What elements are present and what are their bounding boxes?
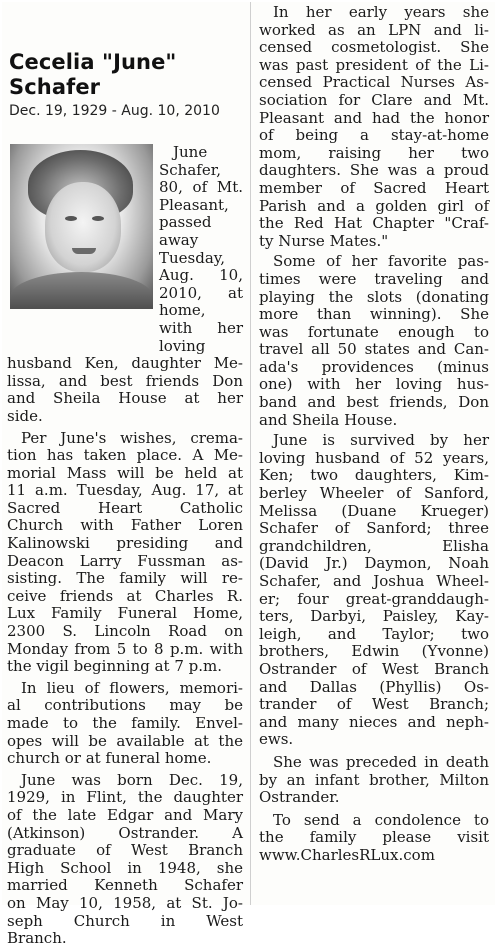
text-line: of the late Edgar and Mary <box>7 805 243 824</box>
text-line: ty Nurse Mates." <box>259 231 389 250</box>
text-line: Schafer, <box>159 160 221 179</box>
text-line: times were traveling and <box>259 269 489 288</box>
text-line: loving husband of 52 years, <box>259 448 489 467</box>
text-line: 80, of Mt. <box>159 178 243 197</box>
text-line: June was born Dec. 19, <box>21 770 243 789</box>
paragraph-intro-end <box>7 355 243 425</box>
text-line: ews. <box>259 730 294 749</box>
text-line: and Dallas (Phyllis) Os- <box>259 677 489 696</box>
text-line: er; four great-granddaugh- <box>259 589 489 608</box>
paragraph-biography <box>7 772 243 948</box>
text-line: High School in 1948, she <box>7 858 243 877</box>
obituary-title <box>9 50 244 100</box>
text-line: Deacon Larry Fussman as- <box>7 551 243 570</box>
text-line: Lux Family Funeral Home, <box>7 604 243 623</box>
text-line: loving <box>159 336 206 355</box>
text-line: church or at funeral home. <box>7 749 212 768</box>
column-divider <box>250 2 251 905</box>
text-line: Pleasant, <box>159 195 229 214</box>
text-line: She was preceded in death <box>273 752 489 771</box>
text-line: the Red Hat Chapter "Craf- <box>259 214 489 233</box>
text-line: sociation for Clare and Mt. <box>259 90 489 109</box>
text-line: Ken; two daughters, Kim- <box>259 466 489 485</box>
text-line: ceive friends at Charles R. <box>7 586 243 605</box>
text-line: home, <box>159 301 206 320</box>
text-line: 2010, at <box>159 283 243 302</box>
text-line: with her <box>159 318 243 337</box>
text-line: 1929, in Flint, the daughter <box>7 788 243 807</box>
text-line: al contributions may be <box>7 696 243 715</box>
text-line: travel all 50 states and Can- <box>259 340 489 359</box>
text-line: daughters. She was a proud <box>259 161 489 180</box>
text-line: husband Ken, daughter Me- <box>7 354 243 373</box>
obituary-clipping <box>2 2 495 948</box>
text-line: seph Church in West <box>7 911 243 930</box>
text-line: Some of her favorite pas- <box>273 252 489 271</box>
paragraph-services <box>7 430 243 676</box>
text-line: censed Practical Nurses As- <box>259 73 489 92</box>
text-line: June <box>173 143 208 161</box>
text-line: one) with her loving hus- <box>259 375 489 394</box>
text-line: was past president of the Li- <box>259 55 489 74</box>
text-line: ada's providences (minus <box>259 357 489 376</box>
text-line: Ostrander of West Branch <box>259 659 489 678</box>
text-line: Pleasant and had the honor <box>259 108 489 127</box>
text-line: the vigil beginning at 7 p.m. <box>7 657 223 676</box>
text-line: Ostrander. <box>259 788 340 807</box>
text-line: In lieu of flowers, memori- <box>21 678 243 697</box>
paragraph-preceded <box>259 754 489 807</box>
text-line: leigh, and Taylor; two <box>259 624 489 643</box>
title-line-1: Cecelia "June" <box>9 50 177 74</box>
text-line: Monday from 5 to 8 p.m. with <box>7 639 243 658</box>
left-column <box>7 144 243 948</box>
text-line: (Atkinson) Ostrander. A <box>7 823 243 842</box>
text-line: ters, Darbyi, Paisley, Kay- <box>259 607 489 626</box>
text-line: Schafer of Sanford; three <box>259 519 489 538</box>
text-line: www.CharlesRLux.com <box>259 845 435 864</box>
paragraph-condolence <box>259 812 489 865</box>
text-line: the family please visit <box>259 828 489 847</box>
text-line: away <box>159 230 199 249</box>
text-line: Branch. <box>7 929 67 948</box>
text-line: grandchildren, Elisha <box>259 536 489 555</box>
text-line: passed <box>159 213 212 232</box>
text-line: by an infant brother, Milton <box>259 770 489 789</box>
text-line: side. <box>7 406 43 425</box>
paragraph-memorials <box>7 680 243 768</box>
text-line: 2300 S. Lincoln Road on <box>7 622 243 641</box>
text-line: Melissa (Duane Krueger) <box>259 501 489 520</box>
text-line: Church with Father Loren <box>7 516 243 535</box>
text-line: mom, raising her two <box>259 143 489 162</box>
text-line: lissa, and best friends Don <box>7 371 243 390</box>
text-line: Schafer, and Joshua Wheel- <box>259 572 489 590</box>
text-line: opes will be available at the <box>7 731 243 750</box>
title-line-2: Schafer <box>9 75 101 99</box>
text-line: was fortunate enough to <box>259 322 489 341</box>
text-line: of being a stay-at-home <box>259 126 489 145</box>
text-line: and Sheila House. <box>259 410 398 429</box>
paragraph-career <box>259 4 489 250</box>
text-line: sisting. The family will re- <box>7 569 243 588</box>
text-line: Kalinowski presiding and <box>7 534 243 553</box>
paragraph-pastimes <box>259 253 489 429</box>
text-line: To send a condolence to <box>273 810 489 829</box>
text-line: June is survived by her <box>273 431 489 450</box>
text-line: berley Wheeler of Sanford, <box>259 484 489 503</box>
text-line: tion has taken place. A Me- <box>7 446 243 465</box>
text-line: trander of West Branch; <box>259 695 489 714</box>
text-line: on May 10, 1958, at St. Jo- <box>7 893 243 912</box>
text-line: member of Sacred Heart <box>259 178 489 197</box>
text-line: graduate of West Branch <box>7 841 243 860</box>
life-dates: Dec. 19, 1929 - Aug. 10, 2010 <box>9 103 220 119</box>
text-line: censed cosmetologist. She <box>259 38 489 57</box>
text-line: more than winning). She <box>259 305 489 324</box>
text-line: Per June's wishes, crema- <box>21 428 243 447</box>
text-line: Tuesday, <box>159 248 226 267</box>
text-line: 11 a.m. Tuesday, Aug. 17, at <box>7 481 243 500</box>
text-line: married Kenneth Schafer <box>7 876 243 895</box>
right-column <box>259 4 489 865</box>
text-line: worked as an LPN and li- <box>259 20 489 39</box>
text-line: made to the family. Envel- <box>7 714 243 732</box>
text-line: Sacred Heart Catholic <box>7 498 243 517</box>
text-beside-photo <box>159 144 243 355</box>
text-line: Parish and a golden girl of <box>259 196 489 215</box>
paragraph-survivors <box>259 432 489 749</box>
text-line: band and best friends, Don <box>259 393 489 412</box>
text-line: and many nieces and neph- <box>259 712 489 731</box>
text-line: Aug. 10, <box>159 266 243 285</box>
text-line: In her early years she <box>273 3 489 21</box>
text-line: morial Mass will be held at <box>7 463 243 482</box>
text-line: brothers, Edwin (Yvonne) <box>259 642 489 661</box>
text-line: and Sheila House at her <box>7 389 243 408</box>
text-line: (David Jr.) Daymon, Noah <box>259 554 489 573</box>
text-line: playing the slots (donating <box>259 287 489 306</box>
